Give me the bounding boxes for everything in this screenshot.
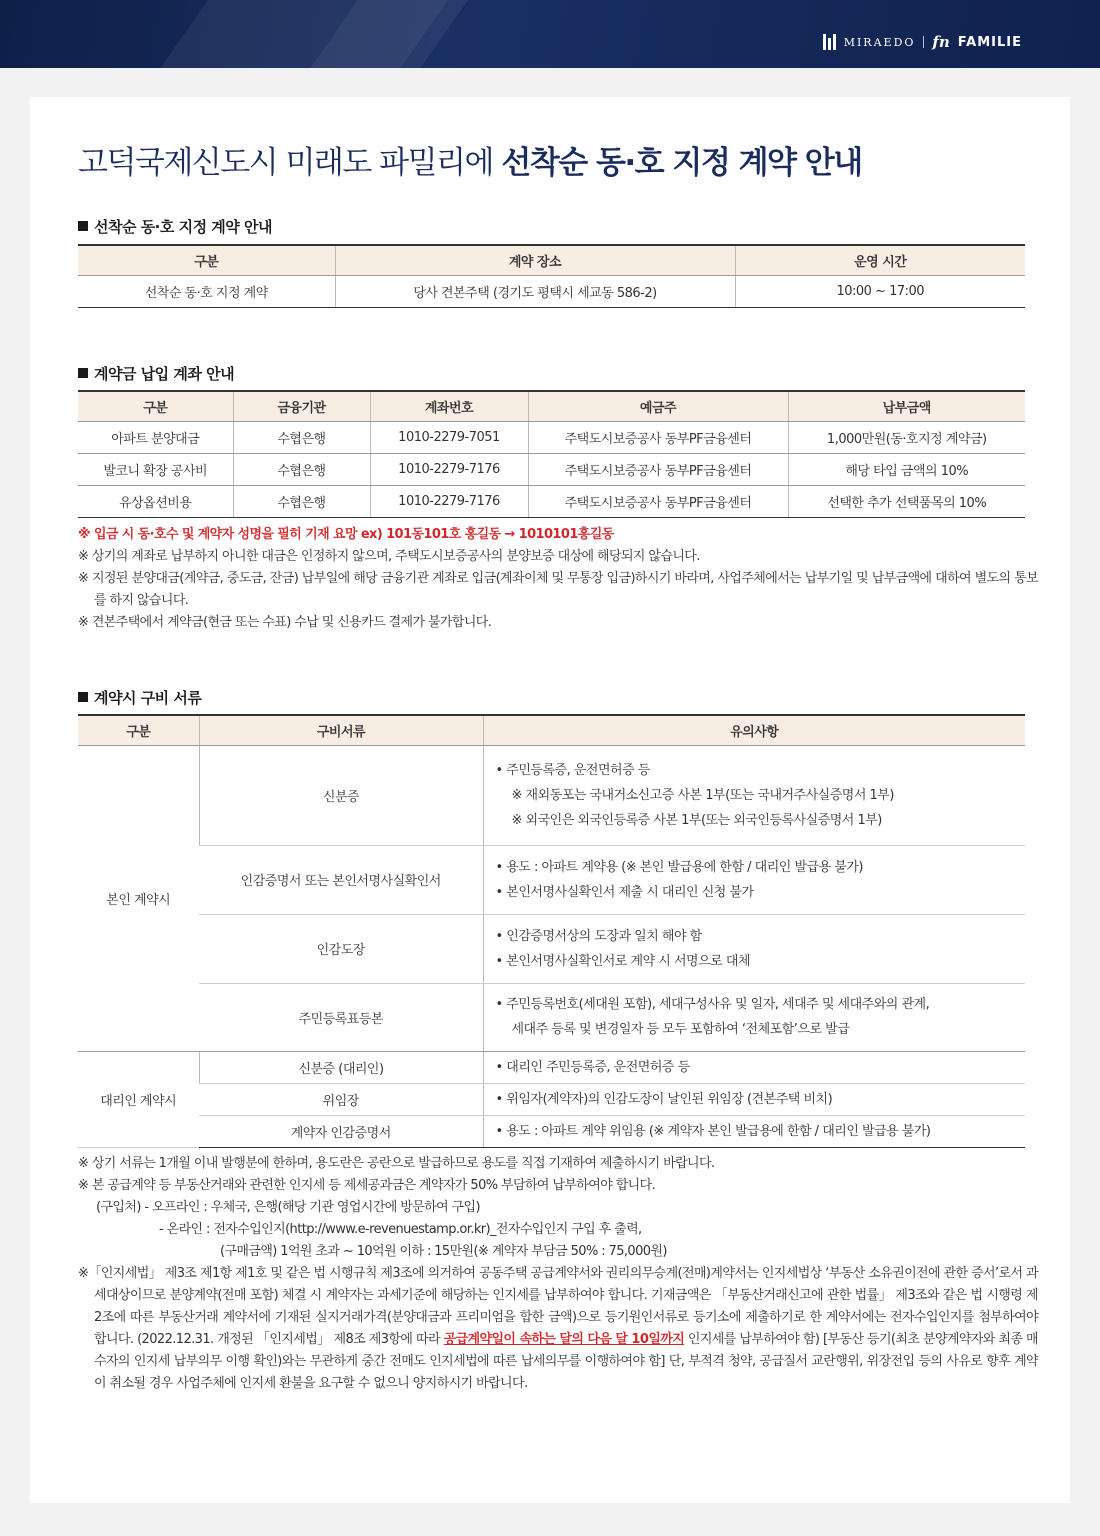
account-notes: [78, 524, 1038, 634]
section3-heading: 계약시 구비 서류: [78, 687, 201, 708]
table-header: 구분: [78, 245, 335, 275]
table-header: 유의사항: [483, 715, 1025, 745]
note-purchase-amount: (구매금액) 1억원 초과 ~ 10억원 이하 : 15만원(※ 계약자 부담금 50% : 75,000원): [220, 1244, 667, 1259]
document-notes: [78, 1153, 1038, 1395]
table-row: 유상옵션비용 수협은행 1010-2279-7176 주택도시보증공사 동부PF금융센터 선택한 추가 선택품목의 10%: [78, 485, 1025, 517]
table-row: 본인 계약시 신분증 • 주민등록증, 운전면허증 등 ※ 재외동포는 국내거소신고증 사본 1부(또는 국내거주사실증명서 1부) ※ 외국인은 외국인등록증 사본 1부(또는 외국인등록사실증명서 1부): [78, 745, 1025, 845]
document-page: [30, 97, 1070, 1503]
table-header: 금융기관: [233, 391, 370, 421]
note-purchase-online: - 온라인 : 전자수입인지(http://www.e-revenuestamp.or.kr)_전자수입인지 구입 후 출력,: [159, 1222, 642, 1237]
table-header: 구분: [78, 391, 233, 421]
table-row: 대리인 계약시 신분증 (대리인) • 대리인 주민등록증, 운전면허증 등: [78, 1051, 1025, 1083]
section2-heading: 계약금 납입 계좌 안내: [78, 363, 234, 384]
note-stamp-tax: ※「인지세법」 제3조 제1항 제1호 및 같은 법 시행규칙 제3조에 의거하여 공동주택 공급계약서와 권리의무승계(전매)계약서는 인지세법상 ‘부동산 소유권이전에 관한 증서’로서 과세대상이므로 분양계약(전매 포함) 체결 시 계약자는 과세기준에 해당하는 인지세를 납부하여야 합니다. 기재금액은 「부동산거래신고에 관한 법률」 제3조와 같은 법 시행령 제2조에 따른 부동산거래 계약서에 기재된 실지거래가격(분양대금과 프리미엄을 합한 금액)으로 등기원인서류로 등기소에 제출하기로 한 계약서에는 전자수입인지를 첨부하여야 합니다. (2022.12.31. 개정된 「인지세법」 제8조 제3항에 따라 공급계약일이 속하는 달의 다음 달 10일까지 인지세를 납부하여야 함) [부동산 등기(최초 분양계약자와 최종 매수자의 인지세 납부의무 이행 확인)와는 무관하게 중간 전매도 인지세법에 따른 납세의무를 이행하여야 함] 단, 부적격 청약, 공급질서 교란행위, 위장전입 등의 사유로 향후 계약이 취소될 경우 사업주체에 인지세 환불을 요구할 수 없으니 양지하시기 바랍니다.: [78, 1266, 1038, 1391]
table-header: 계좌번호: [370, 391, 528, 421]
table-row: 인감도장 • 인감증명서상의 도장과 일치 해야 함 • 본인서명사실확인서로 계약 시 서명으로 대체: [78, 914, 1025, 983]
table-header: 예금주: [528, 391, 788, 421]
brand-miraedo: MIRAEDO: [843, 35, 916, 49]
account-table: [78, 390, 1025, 518]
table-row: 선착순 동·호 지정 계약 당사 견본주택 (경기도 평택시 세교동 586-2) 10:00 ~ 17:00: [78, 275, 1025, 307]
note: ※ 본 공급계약 등 부동산거래와 관련한 인지세 등 제세공과금은 계약자가 50% 부담하여 납부하여야 합니다.: [78, 1178, 656, 1193]
familie-logo-icon: fn: [932, 33, 950, 51]
brand-familie: FAMILIE: [957, 34, 1022, 50]
note: ※ 상기의 계좌로 납부하지 아니한 대금은 인정하지 않으며, 주택도시보증공사의 분양보증 대상에 해당되지 않습니다.: [78, 549, 700, 564]
note-red: ※ 입금 시 동·호수 및 계약자 성명을 필히 기재 요망 ex) 101동101호 홍길동 → 1010101홍길동: [78, 527, 614, 542]
table-header: 구분: [78, 715, 199, 745]
note: ※ 견본주택에서 계약금(현금 또는 수표) 수납 및 신용카드 결제가 불가합니다.: [78, 615, 492, 630]
table-row: 발코니 확장 공사비 수협은행 1010-2279-7176 주택도시보증공사 동부PF금융센터 해당 타입 금액의 10%: [78, 453, 1025, 485]
table-row: 인감증명서 또는 본인서명사실확인서 • 용도 : 아파트 계약용 (※ 본인 발급용에 한함 / 대리인 발급용 불가) • 본인서명사실확인서 제출 시 대리인 신청 불가: [78, 845, 1025, 914]
top-banner: [0, 0, 1100, 68]
table-header: 구비서류: [199, 715, 483, 745]
contract-info-table: [78, 244, 1025, 308]
miraedo-logo-icon: [823, 34, 836, 50]
table-row: 계약자 인감증명서 • 용도 : 아파트 계약 위임용 (※ 계약자 본인 발급용에 한함 / 대리인 발급용 불가): [78, 1115, 1025, 1147]
section1-heading: 선착순 동·호 지정 계약 안내: [78, 216, 272, 237]
table-header: 운영 시간: [735, 245, 1025, 275]
note: ※ 지정된 분양대금(계약금, 중도금, 잔금) 납부일에 해당 금융기관 계좌로 입금(계좌이체 및 무통장 입금)하시기 바라며, 사업주체에서는 납부기일 및 납부금액에 대하여 별도의 통보를 하지 않습니다.: [78, 571, 1038, 608]
documents-table: [78, 714, 1025, 1148]
note: ※ 상기 서류는 1개월 이내 발행분에 한하며, 용도란은 공란으로 발급하므로 용도를 직접 기재하여 제출하시기 바랍니다.: [78, 1156, 715, 1171]
brand-logo: [823, 33, 1022, 51]
table-row: 위임장 • 위임자(계약자)의 인감도장이 날인된 위임장 (견본주택 비치): [78, 1083, 1025, 1115]
page-title: 고덕국제신도시 미래도 파밀리에 선착순 동·호 지정 계약 안내: [78, 145, 862, 181]
table-header: 납부금액: [788, 391, 1025, 421]
note-purchase-place: (구입처) - 오프라인 : 우체국, 은행(해당 기관 영업시간에 방문하여 구입): [96, 1200, 480, 1215]
table-row: 아파트 분양대금 수협은행 1010-2279-7051 주택도시보증공사 동부PF금융센터 1,000만원(동·호지정 계약금): [78, 421, 1025, 453]
table-header: 계약 장소: [335, 245, 735, 275]
table-row: 주민등록표등본 • 주민등록번호(세대원 포함), 세대구성사유 및 일자, 세대주 및 세대주와의 관계, 세대주 등록 및 변경일자 등 모두 포함하여 ‘전체포함’으로 발급: [78, 983, 1025, 1051]
